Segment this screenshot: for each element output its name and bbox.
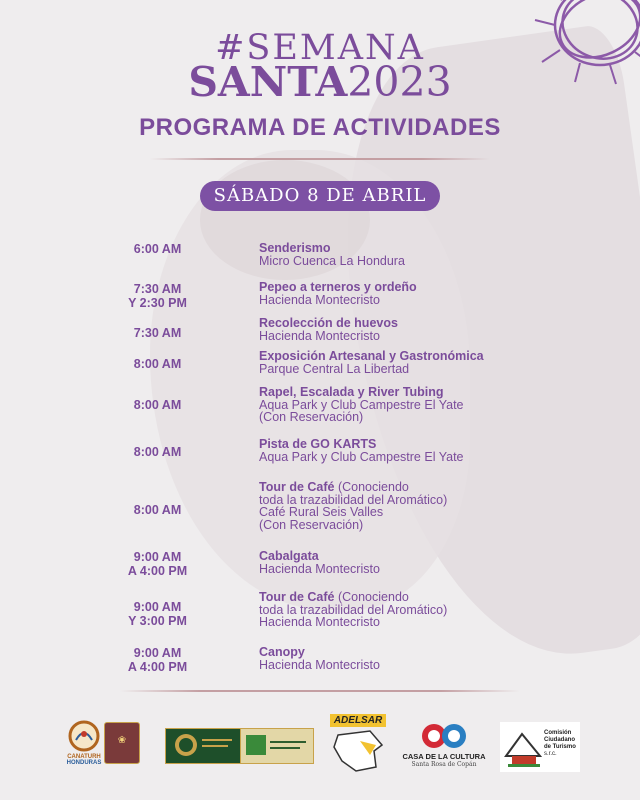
time-label: 9:00 AM A 4:00 PM [127, 550, 188, 578]
activity-place: Parque Central La Libertad [259, 361, 410, 376]
activity-description: toda la trazabilidad del Aromático) [259, 492, 448, 507]
municipalidad-logo [240, 728, 314, 764]
date-pill: SÁBADO 8 DE ABRIL [200, 181, 440, 211]
activity-place: Hacienda Montecristo [259, 292, 380, 307]
comision-building-icon [502, 726, 544, 770]
activity-place: Aqua Park y Club Campestre El Yate [259, 449, 464, 464]
municipal-crest-icon [168, 729, 238, 761]
activity-note: (Con Reservación) [259, 517, 364, 532]
activity-name: Exposición Artesanal y Gastronómica [259, 349, 484, 363]
subtitle: PROGRAMA DE ACTIVIDADES [139, 114, 501, 141]
activity [259, 242, 519, 267]
casa-cultura-emblem-icon [414, 722, 474, 750]
activity [259, 646, 519, 671]
activity-name: Tour de Café [259, 480, 335, 494]
activity [259, 591, 559, 629]
activity-name: Recolección de huevos [259, 316, 398, 330]
time-label: 8:00 AM [133, 503, 182, 517]
activity-name: Pista de GO KARTS [259, 437, 377, 451]
comision-text: Comisión Ciudadano de Turismo s.r.c. [544, 730, 576, 757]
divider-top [150, 158, 490, 160]
time-label: 6:00 AM [133, 242, 182, 256]
activity [259, 386, 519, 424]
activity-place: Hacienda Montecristo [259, 657, 380, 672]
activity [259, 481, 559, 531]
activity-place: Aqua Park y Club Campestre El Yate [259, 397, 464, 412]
activity [259, 350, 549, 375]
municipalidad-emblem-icon [242, 729, 312, 761]
santa-rosa-stamp-logo [104, 722, 140, 764]
activity-place: Café Rural Seis Valles [259, 505, 384, 519]
time-label: 9:00 AM Y 3:00 PM [128, 600, 187, 628]
activity [259, 317, 519, 342]
activity-name-extra: (Conociendo [337, 590, 409, 604]
activity-description: toda la trazabilidad del Aromático) [259, 602, 448, 617]
adelsar-logo: ADELSAR [330, 714, 386, 776]
activity-name: Canopy [259, 645, 305, 659]
municipal-crest-logo [165, 728, 241, 764]
sponsor-logos [0, 712, 640, 782]
activity-name: Rapel, Escalada y River Tubing [259, 385, 444, 399]
activity [259, 281, 519, 306]
time-label: 7:30 AM [133, 326, 182, 340]
comision-turismo-logo [500, 722, 580, 772]
activity [259, 438, 519, 463]
time-label: 9:00 AM A 4:00 PM [127, 646, 188, 674]
title-main [0, 58, 640, 106]
activity-place: Hacienda Montecristo [259, 561, 380, 576]
activity-place: Micro Cuenca La Hondura [259, 253, 405, 268]
casa-cultura-logo: CASA DE LA CULTURA Santa Rosa de Copán [398, 722, 490, 772]
activity-note: (Con Reservación) [259, 410, 364, 424]
canaturh-emblem-icon [64, 720, 104, 752]
activity-name: Senderismo [259, 241, 331, 255]
activity-name-extra: (Conociendo [337, 480, 409, 494]
title-santa: SANTA [188, 58, 348, 106]
title-hashtag: #SEMANA [215, 28, 425, 68]
activity-name: Tour de Café [259, 590, 335, 604]
activity-place: Hacienda Montecristo [259, 328, 380, 343]
time-label: 8:00 AM [133, 398, 182, 412]
canaturh-logo: CANATURH HONDURAS [64, 720, 104, 764]
time-label: 8:00 AM [133, 357, 182, 371]
time-label: 8:00 AM [133, 445, 182, 459]
stamp-glyph-icon: ❀ [117, 735, 127, 746]
divider-bottom [120, 690, 520, 692]
adelsar-map-icon [330, 727, 386, 773]
time-label: 7:30 AM Y 2:30 PM [128, 282, 187, 310]
title-year: 2023 [347, 58, 452, 106]
activity-name: Pepeo a terneros y ordeño [259, 280, 417, 294]
activity [259, 550, 519, 575]
activity-name: Cabalgata [259, 549, 319, 563]
activity-place: Hacienda Montecristo [259, 615, 380, 629]
